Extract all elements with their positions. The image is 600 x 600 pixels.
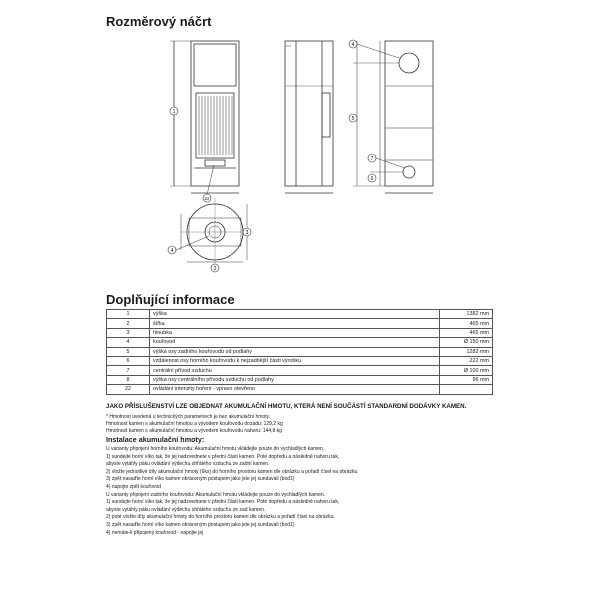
row-number: 7 [107, 366, 150, 375]
row-number: 6 [107, 356, 150, 365]
install-line: U varianty připojení horního kouřovodu: Akumulační hmotu vkládejte pouze do vychladlých kamen. [106, 446, 325, 452]
callout-4-top [168, 236, 209, 254]
row-label: centrální přívod vzduchu [150, 366, 440, 375]
svg-text:3: 3 [245, 230, 249, 236]
table-row [107, 356, 493, 365]
front-window-grid [199, 96, 232, 155]
page-title: Rozměrový náčrt [106, 14, 212, 29]
install-title: Instalace akumulační hmoty: [106, 435, 205, 444]
callout-2 [211, 264, 219, 272]
row-label: vzdálenost osy horního kouřovodu k nejzadnější části výrobku [150, 356, 440, 365]
top-view [181, 198, 249, 266]
row-value: Ø 150 mm [440, 338, 493, 347]
callout-1 [170, 107, 178, 115]
weight-notes [106, 414, 283, 436]
row-value [440, 385, 493, 394]
svg-text:1: 1 [172, 109, 176, 115]
table-row [107, 366, 493, 375]
install-line: 1) sundejte horní víko tak, že jej nadzvednete v přední části kamen. Poté dopředu a následně nahoru tak, [106, 499, 340, 506]
row-label: výška osy centrálního přívodu vzduchu od podlahy [150, 375, 440, 384]
svg-text:6: 6 [370, 176, 374, 182]
dimension-drawings [0, 0, 600, 290]
row-number: 4 [107, 338, 150, 347]
row-label: ovládání intenzity hoření - vpravo otevřeno [150, 385, 440, 394]
row-value: Ø 100 mm [440, 366, 493, 375]
install-line: 3) zpět nasaďte horní víko kamen obráceným postupem jako jste jej sundavali (bod1) [106, 476, 295, 483]
side-body [285, 41, 333, 186]
callout-6 [368, 174, 376, 182]
side-view [285, 41, 333, 193]
back-flue-outlet [399, 53, 419, 73]
row-number: 2 [107, 319, 150, 328]
row-value: 96 mm [440, 375, 493, 384]
row-value: 465 mm [440, 319, 493, 328]
front-door [196, 93, 234, 158]
row-label: hloubka [150, 328, 440, 337]
row-label: výška osy zadního kouřovodu od podlahy [150, 347, 440, 356]
install-line: abyste vytáhly páku ovládání výdechu ohřátého vzduchu ze zadní kamen. [106, 461, 270, 468]
install-line: 2) poté vložte díly akumulační hmoty do horního prostoru kamen dle obrázku a pořadí čísel na obrázku. [106, 514, 335, 521]
callout-7 [368, 154, 405, 168]
install-instructions [106, 446, 359, 537]
note-line: * Hmotnost uvedená u technických parametrech je bez akumulační hmoty. [106, 414, 271, 420]
row-label: šířka [150, 319, 440, 328]
note-line: Hmotnost kamen s akumulační hmotou a vývodem kouřovodu dozadu: 129,2 kg [106, 421, 283, 428]
table-row [107, 385, 493, 394]
install-line: 3) zpět nasaďte horní víko kamen obráceným postupem jako jste jej sundavali (bod1) [106, 521, 295, 528]
install-line: 1) sundejte horní víko tak, že jej nadzvednete v přední části kamen. Poté dopředu a následně nahoru tak, [106, 453, 340, 460]
install-line: 4) nemáte-li připojený kouřovod - napojte jej [106, 529, 204, 536]
install-line: abyste vytáhly páku ovládání výdechu ohřátého vzduchu ze zad kamen. [106, 506, 266, 513]
install-line: 4) napojte zpět kouřovod [106, 483, 162, 490]
front-control [205, 160, 225, 166]
front-top-panel [194, 44, 236, 86]
row-value: 1382 mm [440, 310, 493, 319]
install-line: U varianty připojení zadního kouřovodu: Akumulační hmotu vkládejte pouze do vychladlých kamen. [106, 491, 326, 498]
section-title: Doplňující informace [106, 292, 235, 307]
callout-5 [349, 114, 357, 122]
side-handle [322, 93, 330, 137]
back-view [353, 41, 433, 193]
table-row [107, 338, 493, 347]
table-row [107, 319, 493, 328]
svg-text:22: 22 [204, 196, 210, 201]
row-label: výška [150, 310, 440, 319]
front-view [170, 41, 239, 193]
row-value: 1282 mm [440, 347, 493, 356]
table-row [107, 347, 493, 356]
row-number: 1 [107, 310, 150, 319]
table-row [107, 375, 493, 384]
accessory-notice: JAKO PŘÍSLUŠENSTVÍ LZE OBJEDNAT AKUMULAČNÍ HMOTU, KTERÁ NENÍ SOUČÁSTÍ STANDARDNÍ DODÁVKY KAMEN. [106, 403, 467, 410]
callout-4 [349, 40, 399, 58]
row-number: 3 [107, 328, 150, 337]
row-number: 8 [107, 375, 150, 384]
svg-text:7: 7 [370, 156, 374, 162]
svg-text:4: 4 [170, 248, 174, 254]
row-value: 465 mm [440, 328, 493, 337]
svg-text:4: 4 [351, 42, 355, 48]
table-row [107, 310, 493, 319]
row-number: 22 [107, 385, 150, 394]
table-row [107, 328, 493, 337]
note-line: Hmotnost kamen s akumulační hmotou a vývodem kouřovodu nahoru: 144,8 kg [106, 428, 282, 435]
back-body [385, 41, 433, 186]
spec-table [106, 309, 493, 395]
row-value: 222 mm [440, 356, 493, 365]
row-label: kouřovod [150, 338, 440, 347]
install-line: 2) vložte jednotlivé díly akumulační hmoty (6ks) do horního prostoru kamen dle obrázku a pořadí čísel na obrázku. [106, 468, 359, 475]
row-number: 5 [107, 347, 150, 356]
svg-text:2: 2 [213, 266, 217, 272]
svg-text:5: 5 [351, 116, 355, 122]
callout-22 [203, 165, 214, 202]
callout-3 [243, 228, 251, 236]
